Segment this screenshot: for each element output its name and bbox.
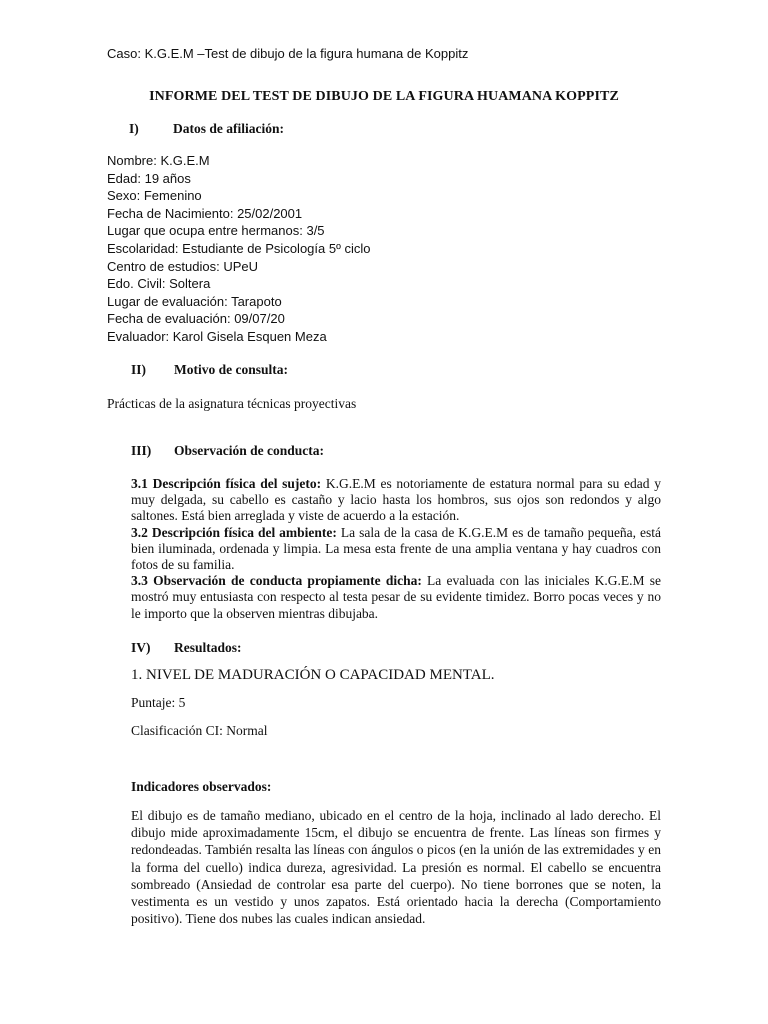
observacion-3-1-text: K.G.E.M es notoriamente de estatura normal para su edad y muy delgada, su cabello es castaño y lacio hasta los hombros, sus ojos son redondos y algo saltones. Está bien arreglada y viste de acuerdo a la estación. — [131, 476, 661, 524]
motivo-text: Prácticas de la asignatura técnicas proyectivas — [107, 396, 357, 411]
section-3-label: Observación de conducta: — [174, 443, 324, 458]
observacion-3-3-text: La evaluada con las iniciales K.G.E.M se mostró muy entusiasta con respecto al testa pesar de su evidente timidez. Borro pocas veces y no le importo que la observen mientras dibujaba. — [131, 573, 661, 621]
clasificacion-text: Clasificación CI: Normal — [131, 723, 268, 738]
affiliation-fecha-nacimiento: Fecha de Nacimiento: 25/02/2001 — [107, 205, 303, 221]
section-1-number: I) — [129, 121, 139, 136]
case-header: Caso: K.G.E.M –Test de dibujo de la figura humana de Koppitz — [107, 46, 469, 61]
section-4-label: Resultados: — [174, 640, 242, 655]
section-4-number: IV) — [131, 640, 151, 655]
affiliation-estado-civil: Edo. Civil: Soltera — [107, 276, 211, 292]
affiliation-lugar-evaluacion: Lugar de evaluación: Tarapoto — [107, 293, 282, 309]
observacion-3-2-text: La sala de la casa de K.G.E.M es de tamaño pequeña, está bien iluminada, ordenada y limpia. La mesa esta frente de una amplia ventana y hay cuadros con fotos de su familia. — [131, 524, 661, 573]
nivel-maduracion-heading: 1. NIVEL DE MADURACIÓN O CAPACIDAD MENTAL. — [131, 667, 495, 683]
affiliation-evaluador: Evaluador: Karol Gisela Esquen Meza — [107, 328, 327, 344]
affiliation-fecha-evaluacion: Fecha de evaluación: 09/07/20 — [107, 311, 285, 327]
affiliation-lugar-hermanos: Lugar que ocupa entre hermanos: 3/5 — [107, 223, 325, 239]
affiliation-sexo: Sexo: Femenino — [107, 188, 202, 204]
section-1-heading — [129, 121, 284, 137]
affiliation-edad: Edad: 19 años — [107, 170, 191, 186]
section-2-heading — [131, 362, 288, 378]
section-3-heading — [131, 443, 324, 459]
section-3-number: III) — [131, 443, 152, 458]
affiliation-list — [107, 152, 370, 346]
observacion-3-2-label: 3.2 Descripción física del ambiente: — [131, 524, 337, 540]
section-1-label: Datos de afiliación: — [173, 121, 284, 136]
report-title: INFORME DEL TEST DE DIBUJO DE LA FIGURA HUAMANA KOPPITZ — [149, 89, 619, 104]
observacion-paragraph — [131, 476, 661, 622]
observacion-3-1-label: 3.1 Descripción física del sujeto: — [131, 476, 322, 491]
affiliation-nombre: Nombre: K.G.E.M — [107, 153, 210, 168]
puntaje-text: Puntaje: 5 — [131, 695, 186, 710]
affiliation-centro-estudios: Centro de estudios: UPeU — [107, 258, 259, 274]
affiliation-escolaridad: Escolaridad: Estudiante de Psicología 5º ciclo — [107, 240, 371, 256]
section-2-label: Motivo de consulta: — [174, 362, 288, 377]
indicadores-paragraph: El dibujo es de tamaño mediano, ubicado en el centro de la hoja, inclinado al lado derecho. El dibujo mide aproximadamente 15cm, el dibujo se encuentra de frente. Las líneas son firmes y redondeadas. También resalta las líneas con ángulos o picos (en la unión de las extremidades y en la forma del cuello) indica dureza, agresividad. La presión es normal. El cabello se encuentra sombreado (Ansiedad de controlar esa parte del cuerpo). No tiene borrones que se noten, la vestimenta es un vestido y unos zapatos. Está orientado hacia la derecha (Comportamiento positivo). Tiene dos nubes las cuales indican ansiedad. — [131, 808, 661, 927]
observacion-3-3-label: 3.3 Observación de conducta propiamente dicha: — [131, 573, 422, 589]
indicadores-heading: Indicadores observados: — [131, 779, 272, 794]
section-4-heading — [131, 640, 242, 656]
section-2-number: II) — [131, 362, 147, 377]
